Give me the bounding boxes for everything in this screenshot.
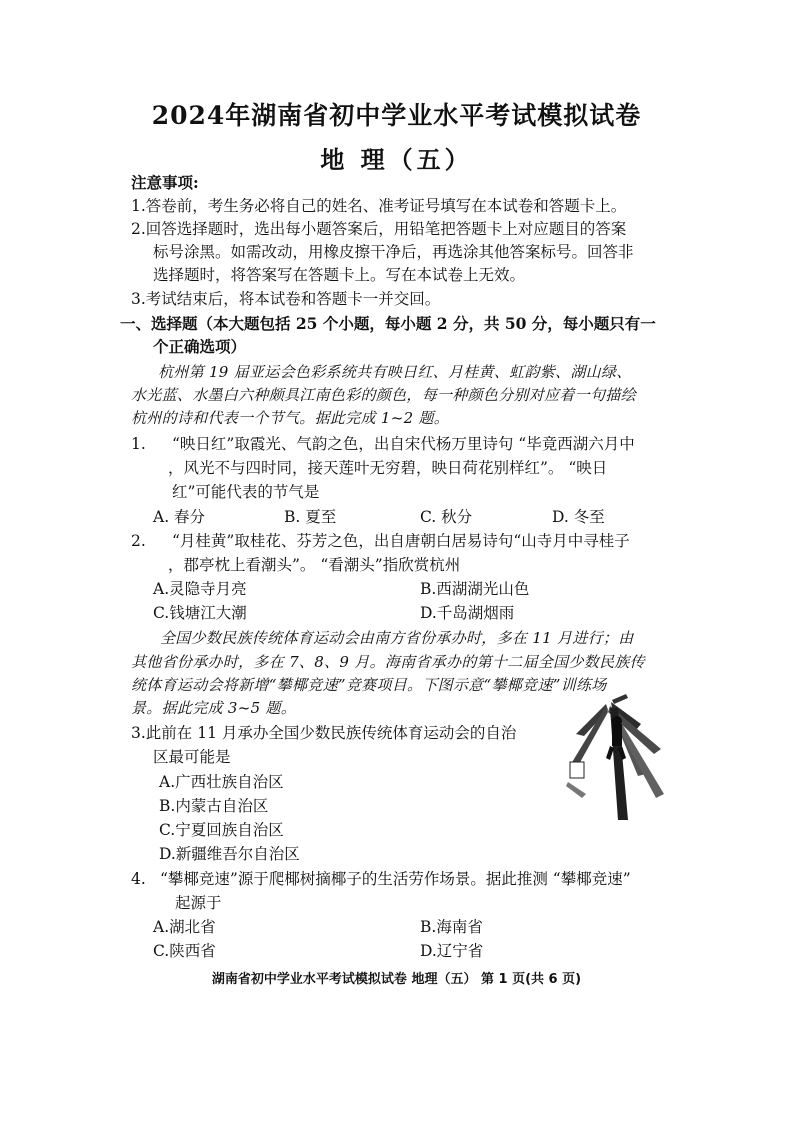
page-subtitle: 地 理（五）: [320, 145, 473, 174]
passage-line: 全国少数民族传统体育运动会由南方省份承办时，多在 11 月进行；由: [160, 629, 634, 647]
notice-item: 2.回答选择题时，选出每小题答案后，用铅笔把答题卡上对应题目的答案: [131, 220, 627, 238]
question-number: 4.: [131, 870, 146, 888]
page-footer: 湖南省初中学业水平考试模拟试卷 地理（五） 第 1 页(共 6 页): [211, 972, 582, 987]
section-heading-cont: 个正确选项）: [153, 337, 247, 356]
question-stem: ，郡亭枕上看潮头”。 “看潮头”指欣赏杭州: [168, 556, 461, 574]
option-b: B.海南省: [420, 918, 483, 936]
option-d: D.千岛湖烟雨: [420, 604, 515, 622]
notice-item: 选择题时，将答案写在答题卡上。写在本试卷上无效。: [153, 266, 526, 284]
section-heading: 一、选择题（本大题包括 25 个小题，每小题 2 分，共 50 分，每小题只有一: [120, 314, 656, 333]
option-c: C.陕西省: [153, 942, 216, 960]
option-a: A.广西壮族自治区: [159, 773, 284, 791]
option-a: A. 春分: [153, 508, 206, 526]
notice-item: 标号涂黑。如需改动，用橡皮擦干净后，再选涂其他答案标号。回答非: [153, 243, 634, 261]
option-d: D. 冬至: [552, 508, 605, 526]
question-stem: “映日红”取霞光、气韵之色，出自宋代杨万里诗句 “毕竟西湖六月中: [172, 435, 635, 453]
option-c: C. 秋分: [420, 508, 473, 526]
passage-line: 景。据此完成 3~5 题。: [131, 699, 297, 717]
passage-line: 其他省份承办时，多在 7、8、9 月。海南省承办的第十二届全国少数民族传: [131, 653, 645, 671]
passage-line: 水光蓝、水墨白六种颇具江南色彩的颜色，每一种颜色分别对应着一句描绘: [131, 386, 636, 404]
option-c: C.宁夏回族自治区: [159, 821, 284, 839]
passage-line: 杭州的诗和代表一个节气。据此完成 1~2 题。: [131, 409, 450, 427]
passage-line: 统体育运动会将新增“攀椰竞速”竞赛项目。下图示意“攀椰竞速”训练场: [131, 676, 607, 694]
option-c: C.钱塘江大潮: [153, 604, 247, 622]
question-stem: “月桂黄”取桂花、芬芳之色，出自唐朝白居易诗句“山寺月中寻桂子: [172, 532, 630, 550]
question-stem: ，风光不与四时同，接天莲叶无穷碧，映日荷花别样红”。 “映日: [168, 459, 608, 477]
question-stem: 区最可能是: [153, 748, 231, 766]
passage-line: 杭州第 19 届亚运会色彩系统共有映日红、月桂黄、虹韵紫、湖山绿、: [158, 363, 632, 381]
option-b: B.西湖湖光山色: [420, 580, 530, 598]
option-b: B. 夏至: [284, 508, 337, 526]
notice-heading: 注意事项:: [131, 173, 199, 192]
option-a: A.灵隐寺月亮: [153, 580, 247, 598]
question-stem: “攀椰竞速”源于爬椰树摘椰子的生活劳作场景。据此推测 “攀椰竞速”: [160, 870, 631, 888]
option-d: D.新疆维吾尔自治区: [159, 845, 300, 863]
notice-item: 3.考试结束后，将本试卷和答题卡一并交回。: [131, 290, 441, 308]
question-stem: 起源于: [175, 894, 222, 912]
coconut-climbing-photo: [566, 694, 666, 820]
question-number: 1.: [131, 435, 146, 453]
question-stem: 3.此前在 11 月承办全国少数民族传统体育运动会的自治: [131, 724, 517, 742]
option-a: A.湖北省: [153, 918, 216, 936]
question-number: 2.: [131, 532, 146, 550]
option-d: D.辽宁省: [420, 942, 484, 960]
notice-item: 1.答卷前，考生务必将自己的姓名、准考证号填写在本试卷和答题卡上。: [131, 197, 627, 215]
option-b: B.内蒙古自治区: [159, 797, 269, 815]
page-title: 2024年湖南省初中学业水平考试模拟试卷: [151, 101, 642, 130]
question-stem: 红”可能代表的节气是: [172, 483, 320, 501]
